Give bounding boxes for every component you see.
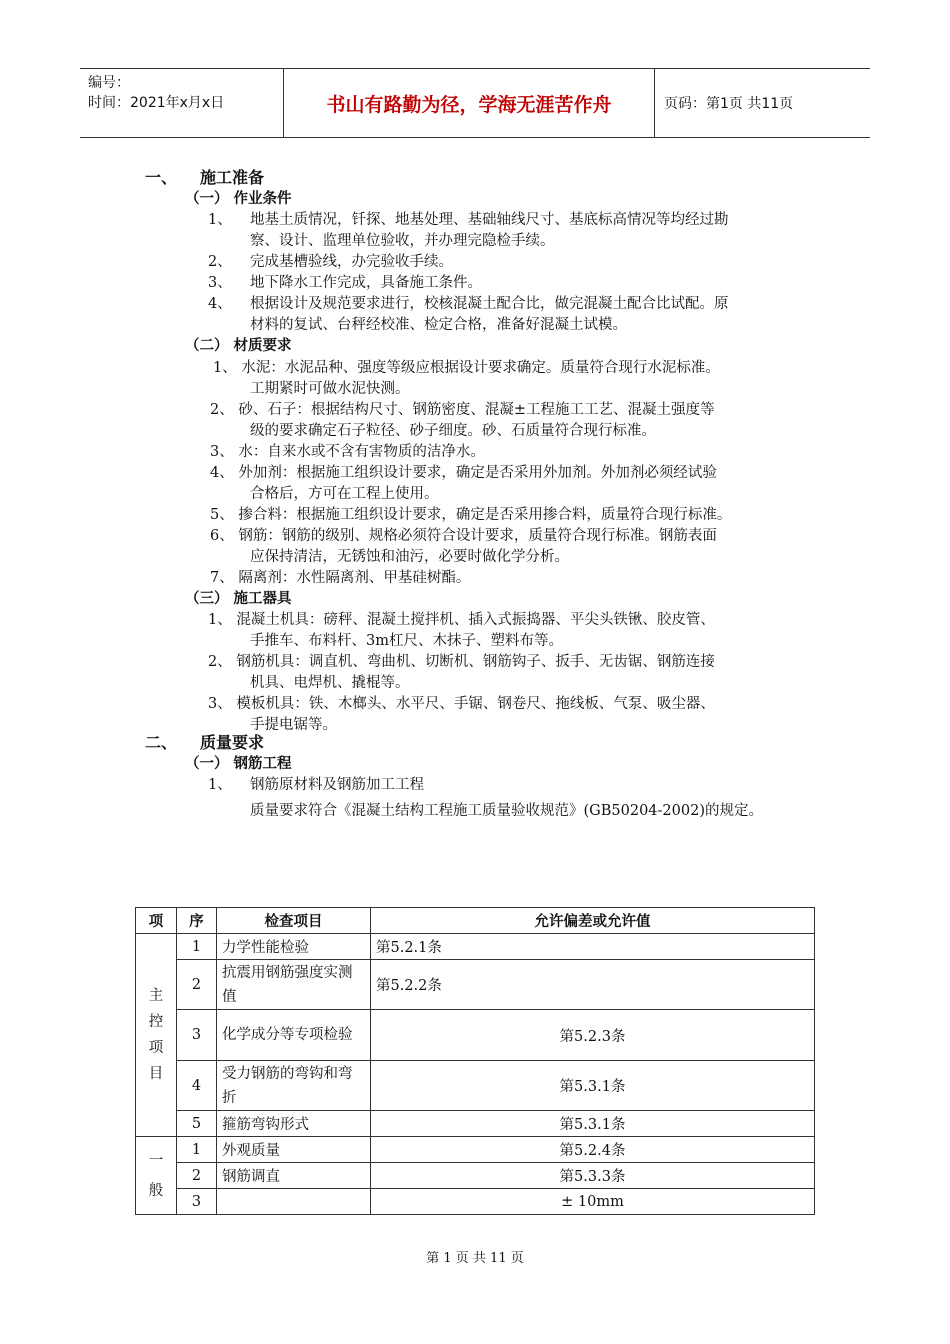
seq-cell: 5: [177, 1111, 217, 1137]
table-row: [136, 1137, 815, 1163]
item-text: 地基土质情况，钎探、地基处理、基础轴线尺寸、基底标高情况等均经过勘: [250, 212, 729, 228]
col-header: 允许偏差或允许值: [371, 908, 815, 934]
item-cell: [217, 1189, 371, 1215]
item-text: 手推车、布料杆、3m杠尺、木抹子、塑料布等。: [250, 633, 563, 649]
table-row: [136, 960, 815, 1010]
col-header: 检查项目: [217, 908, 371, 934]
item-text: 2、 钢筋机具：调直机、弯曲机、切断机、钢筋钩子、扳手、无齿锯、钢筋连接: [208, 654, 715, 670]
seq-cell: 2: [177, 1163, 217, 1189]
page-header: [80, 68, 870, 138]
item-cell: 化学成分等专项检验: [217, 1010, 371, 1061]
item-cell: 力学性能检验: [217, 934, 371, 960]
section-2-title: 质量要求: [200, 733, 265, 752]
item-text: 材料的复试、台秤经校准、检定合格，准备好混凝土试模。: [250, 317, 627, 333]
section-2-number: 二、: [145, 733, 178, 752]
seq-cell: 3: [177, 1189, 217, 1215]
doc-number-label: 编号：: [88, 75, 130, 91]
item-text: 4、 外加剂：根据施工组织设计要求，确定是否采用外加剂。外加剂必须经试验: [210, 465, 717, 481]
doc-time-label: 时间：2021年x月x日: [88, 95, 225, 111]
item-cell: 抗震用钢筋强度实测值: [217, 960, 371, 1010]
subsection-1-1-title: （一） 作业条件: [185, 191, 292, 207]
item-cell: 钢筋调直: [217, 1163, 371, 1189]
seq-cell: 4: [177, 1061, 217, 1111]
item-text: 7、 隔离剂：水性隔离剂、甲基硅树酯。: [210, 570, 471, 586]
item-text: 2、 砂、石子：根据结构尺寸、钢筋密度、混凝±工程施工工艺、混凝土强度等: [210, 402, 715, 418]
seq-cell: 1: [177, 1137, 217, 1163]
item-text: 根据设计及规范要求进行，校核混凝土配合比，做完混凝土配合比试配。原: [250, 296, 729, 312]
item-text: 5、 掺合料：根据施工组织设计要求，确定是否采用掺合料，质量符合现行标准。: [210, 507, 732, 523]
item-cell: 箍筋弯钩形式: [217, 1111, 371, 1137]
page-footer: 第 1 页 共 11 页: [426, 1251, 524, 1266]
item-text: 钢筋原材料及钢筋加工工程: [250, 777, 424, 793]
seq-cell: 3: [177, 1010, 217, 1061]
item-text: 3、 水：自来水或不含有害物质的洁净水。: [210, 444, 485, 460]
group-main-label: 主控项目: [148, 988, 164, 1082]
header-page-info: 页码：第1页 共11页: [664, 96, 794, 112]
item-number: 3、: [208, 275, 232, 291]
item-cell: 外观质量: [217, 1137, 371, 1163]
value-cell: 第5.2.2条: [371, 960, 815, 1010]
item-text: 级的要求确定石子粒径、砂子细度。砂、石质量符合现行标准。: [250, 423, 656, 439]
subsection-1-3-title: （三） 施工器具: [185, 591, 292, 607]
item-text: 1、 水泥：水泥品种、强度等级应根据设计要求确定。质量符合现行水泥标准。: [213, 360, 720, 376]
item-text: 完成基槽验线，办完验收手续。: [250, 254, 453, 270]
header-motto: 书山有路勤为径，学海无涯苦作舟: [326, 93, 612, 116]
group-general-cell: [136, 1137, 177, 1215]
value-cell: 第5.2.1条: [371, 934, 815, 960]
table-header-row: [136, 908, 815, 934]
table-row: [136, 1189, 815, 1215]
item-text: 手提电锯等。: [250, 717, 337, 733]
table-row: [136, 934, 815, 960]
table-row: [136, 1111, 815, 1137]
header-meta: [88, 69, 283, 141]
subsection-1-2-title: （二） 材质要求: [185, 338, 292, 354]
group-main-cell: [136, 934, 177, 1137]
item-text: 地下降水工作完成，具备施工条件。: [250, 275, 482, 291]
seq-cell: 1: [177, 934, 217, 960]
item-number: 1、: [208, 777, 232, 793]
quality-table: [135, 907, 815, 1215]
item-note: 质量要求符合《混凝土结构工程施工质量验收规范》(GB50204-2002)的规定。: [250, 803, 763, 819]
section-1-title: 施工准备: [200, 168, 265, 187]
item-text: 察、设计、监理单位验收，并办理完隐检手续。: [250, 233, 555, 249]
value-cell: 第5.3.1条: [371, 1111, 815, 1137]
item-number: 1、: [208, 212, 232, 228]
item-number: 4、: [208, 296, 232, 312]
item-text: 工期紧时可做水泥快测。: [250, 381, 410, 397]
item-text: 6、 钢筋：钢筋的级别、规格必须符合设计要求，质量符合现行标准。钢筋表面: [210, 528, 717, 544]
value-cell: 第5.3.3条: [371, 1163, 815, 1189]
group-general-label: 一般: [148, 1152, 164, 1199]
value-cell: ± 10mm: [371, 1189, 815, 1215]
item-text: 3、 模板机具：铁、木榔头、水平尺、手锯、钢卷尺、拖线板、气泵、吸尘器、: [208, 696, 715, 712]
table-row: [136, 1061, 815, 1111]
item-text: 机具、电焊机、撬棍等。: [250, 675, 410, 691]
table-row: [136, 1010, 815, 1061]
subsection-2-1-title: （一） 钢筋工程: [185, 756, 292, 772]
item-text: 合格后，方可在工程上使用。: [250, 486, 439, 502]
item-number: 2、: [208, 254, 232, 270]
col-header: 项: [136, 908, 177, 934]
section-1-number: 一、: [145, 168, 178, 187]
item-cell: 受力钢筋的弯钩和弯折: [217, 1061, 371, 1111]
item-text: 应保持清洁，无锈蚀和油污，必要时做化学分析。: [250, 549, 569, 565]
seq-cell: 2: [177, 960, 217, 1010]
item-text: 1、 混凝土机具：磅秤、混凝土搅拌机、插入式振捣器、平尖头铁锹、胶皮管、: [208, 612, 715, 628]
table-row: [136, 1163, 815, 1189]
col-header: 序: [177, 908, 217, 934]
value-cell: 第5.2.3条: [371, 1010, 815, 1061]
value-cell: 第5.3.1条: [371, 1061, 815, 1111]
value-cell: 第5.2.4条: [371, 1137, 815, 1163]
